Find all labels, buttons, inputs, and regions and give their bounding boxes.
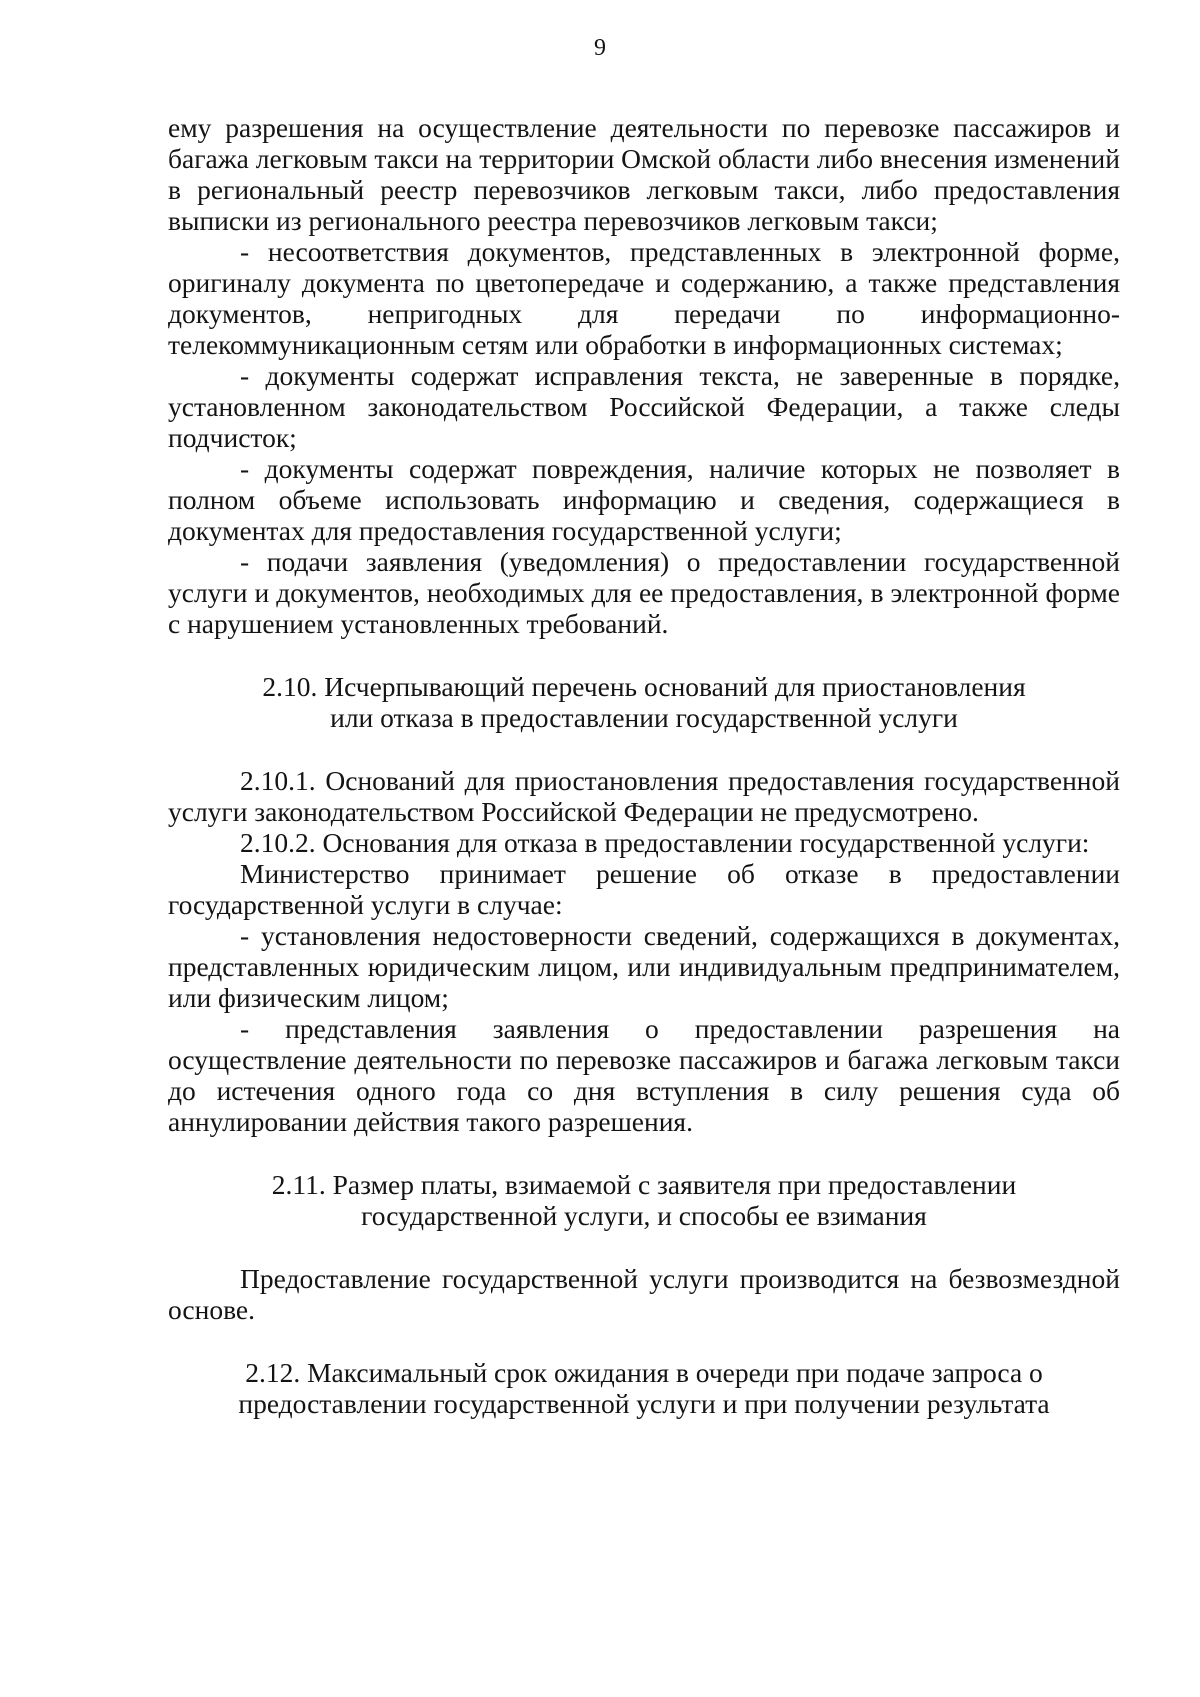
document-body [168, 112, 1120, 1419]
heading-line: или отказа в предоставлении государственной услуги [330, 702, 958, 733]
heading-line: предоставлении государственной услуги и при получении результата [238, 1388, 1050, 1419]
paragraph: 2.10.2. Основания для отказа в предоставлении государственной услуги: [240, 827, 1090, 858]
heading-line: 2.11. Размер платы, взимаемой с заявителя при предоставлении [271, 1169, 1017, 1200]
heading-line: государственной услуги, и способы ее взимания [361, 1200, 927, 1231]
paragraph: Министерство принимает решение об отказе в предоставлении государственной услуги в случае: [168, 858, 1120, 920]
paragraph: - документы содержат исправления текста, не заверенные в порядке, установленном законодательством Российской Федерации, а также следы подчисток; [168, 360, 1120, 453]
heading-line: 2.12. Максимальный срок ожидания в очереди при подаче запроса о [245, 1357, 1043, 1388]
paragraph-gap [168, 1137, 1120, 1169]
paragraph: - представления заявления о предоставлении разрешения на осуществление деятельности по перевозке пассажиров и багажа легковым такси до истечения одного года со дня вступления в силу решения суда об аннулировании действия такого разрешения. [168, 1013, 1120, 1137]
paragraph-gap [168, 1325, 1120, 1357]
paragraph: - установления недостоверности сведений, содержащихся в документах, представленных юридическим лицом, или индивидуальным предпринимателем, или физическим лицом; [168, 920, 1120, 1013]
paragraph-gap [168, 733, 1120, 765]
paragraph: - несоответствия документов, представленных в электронной форме, оригиналу документа по цветопередаче и содержанию, а также представления документов, непригодных для передачи по информационно-телекоммуникационным сетям или обработки в информационных системах; [168, 236, 1120, 360]
paragraph: Предоставление государственной услуги производится на безвозмездной основе. [168, 1263, 1120, 1325]
paragraph-gap [168, 639, 1120, 671]
paragraph: - документы содержат повреждения, наличие которых не позволяет в полном объеме использовать информацию и сведения, содержащиеся в документах для предоставления государственной услуги; [168, 453, 1120, 546]
page-number: 9 [594, 35, 606, 61]
paragraph: 2.10.1. Оснований для приостановления предоставления государственной услуги законодательством Российской Федерации не предусмотрено. [168, 765, 1120, 827]
section-heading [168, 1169, 1120, 1231]
section-heading [168, 671, 1120, 733]
paragraph-gap [168, 1231, 1120, 1263]
section-heading [168, 1357, 1120, 1419]
heading-line: 2.10. Исчерпывающий перечень оснований для приостановления [262, 671, 1026, 702]
paragraph: - подачи заявления (уведомления) о предоставлении государственной услуги и документов, необходимых для ее предоставления, в электронной форме с нарушением установленных требований. [168, 546, 1120, 639]
paragraph: ему разрешения на осуществление деятельности по перевозке пассажиров и багажа легковым такси на территории Омской области либо внесения изменений в региональный реестр перевозчиков легковым такси, либо предоставления выписки из регионального реестра перевозчиков легковым такси; [168, 112, 1120, 236]
